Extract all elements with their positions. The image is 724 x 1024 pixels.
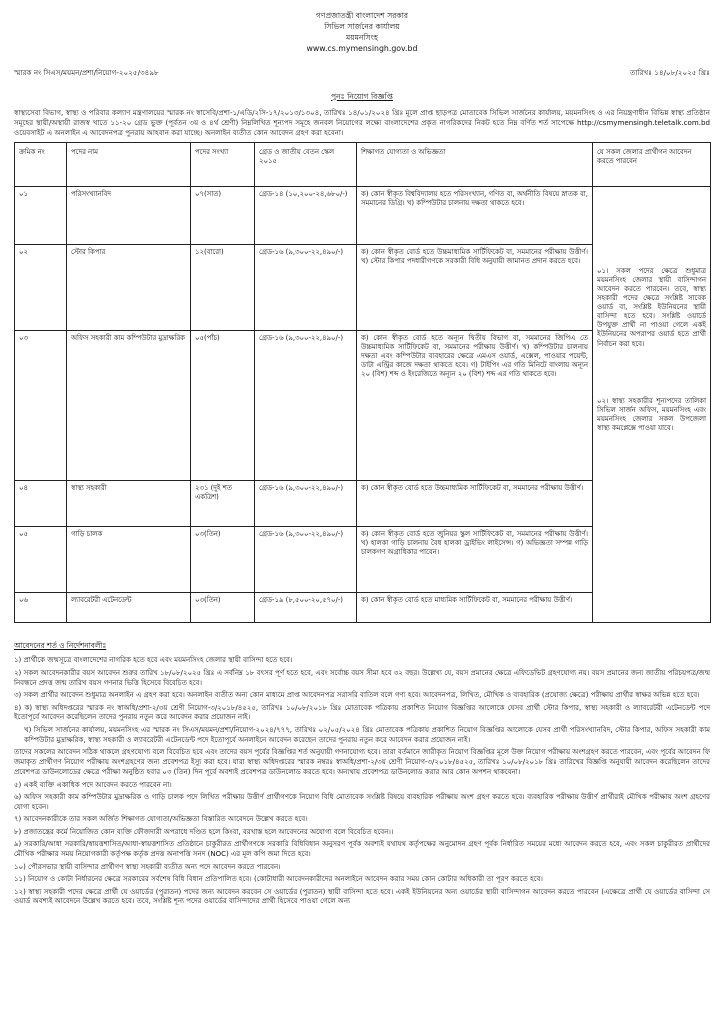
col-header-post: পদের নাম xyxy=(67,142,191,186)
row-serial: ০২ xyxy=(15,244,67,330)
intro-paragraph: স্বাস্থ্যসেবা বিভাগ, স্বাস্থ্য ও পরিবার কল্যাণ মন্ত্রণালয়ের স্মারক নং স্বাসেবি/প্রশা-১/এডি/২সি-১৭/২০১৩/১৩০৪, তারিখঃ ১৪/০১/২০২৪ খ্রিঃ মূলে প্রাপ্ত ছাড়পত্র মোতাবেক সিভিল সার্জনের কার্যালয়, ময়মনসিংহ ও এর নিয়ন্ত্রণাধীন বিভিন্ন স্বাস্থ্য প্রতিষ্ঠান সমূহের স্থায়ী/অস্থায়ী রাজস্ব খাতে ১১-২০ গ্রেড ভুক্ত (পূর্বতন ৩য় ও ৪র্থ শ্রেণী) নিম্নলিখিত শূন্যপদ সমূহে জনবল নিয়োগের লক্ষ্যে বাংলাদেশের প্রকৃত নাগরিকদের নিকট হতে নিম্ন বর্ণিত শর্ত সাপেক্ষে http://csmymensingh.teletalk.com.bd ওয়েবসাইট এ অনলাইন এ আবেদনপত্র পুনরায় আহবান করা যাচ্ছে। অনলাইন ব্যতীত কোন আবেদন গ্রহণ করা হবেনা। xyxy=(14,107,710,138)
row-post: অফিস সহকারী কাম কম্পিউটার মুদ্রাক্ষরিক xyxy=(67,330,191,480)
row-qualification: ক) কোন স্বীকৃত বোর্ড হতে অন্যূন দ্বিতীয় বিভাগ বা, সমমানের জিপিএ তে উচ্চমাধ্যমিক সার্টিফিকেট বা, সমমানের পরীক্ষায় উত্তীর্ণ। খ) কম্পিউটার চালনায় দক্ষতা এবং কম্পিউটার ব্যবহারের ক্ষেত্রে এমএস ওয়ার্ড, এক্সেল, পাওয়ার পয়েন্ট, ডাটা এন্ট্রির কাজে দক্ষতা থাকতে হবে। গ) টাইপিং এর গতি মিনিটে বাংলায় অন্যূন ২০ (বিশ) শব্দ ও ইংরেজিতে অন্যূন ২০ (বিশ) শব্দ এর গতি থাকতে হবে। xyxy=(357,330,593,480)
row-serial: ০৪ xyxy=(15,480,67,526)
row-grade: গ্রেড-১৬ (৯,৩০০-২২,৪৯০/-) xyxy=(255,244,357,330)
condition-item: খ) সিভিল সার্জনের কার্যালয়, ময়মনসিংহ এর স্মারক নং সিএস/ময়মন/প্রশা/নিয়োগ-২০২৪/৭৭৭, তারিখঃ ০২/০৫/২০২৪ খ্রিঃ মোতাবেক পত্রিকায় প্রকাশিত নিয়োগ বিজ্ঞপ্তির আলোকে যেসব প্রার্থী পরিসংখ্যানবিদ, স্টোর কিপার, অফিস সহকারী কাম কম্পিউটার মুদ্রাক্ষরিক, স্বাস্থ্য সহকারী ও ল্যাবরেটরী এটেনডেন্ট পদে ইতোপূর্বে অনলাইনে আবেদন করেছেন তাদের পুনরায় নতুন করে আবেদন করার প্রয়োজন নাই। xyxy=(24,725,710,744)
row-serial: ০৬ xyxy=(15,592,67,622)
row-count: ০৩(তিন) xyxy=(191,592,255,622)
row-qualification: ক) কোন স্বীকৃত বিশ্ববিদ্যালয় হতে পরিসংখ্যান, গণিত বা, অর্থনীতি বিষয়ে স্নাতক বা, সমমানের ডিগ্রি। খ) কম্পিউটার চালনায় দক্ষতা থাকতে হবে। xyxy=(357,186,593,244)
district-note-1: ০১। সকল পদের ক্ষেত্রে শুধুমাত্র ময়মনসিংহ জেলার স্থায়ী বাসিন্দাগন আবেদন করতে পারবেন। তবে, স্বাস্থ্য সহকারী পদের ক্ষেত্রে সংশ্লিষ্ট সাবেক ওয়ার্ড বা, সংশ্লিষ্ট ইউনিয়নের স্থায়ী বাসিন্দা হতে হবে। সংশ্লিষ্ট ওয়ার্ডে উপযুক্ত প্রার্থী না পাওয়া গেলে একই ইউনিয়নের অপরাপর ওয়ার্ড হতে প্রার্থী নির্বাচন করা হবে। xyxy=(597,266,706,348)
row-post: ল্যাবরেটরী এটেনডেন্ট xyxy=(67,592,191,622)
row-count: ০৫(পাঁচ) xyxy=(191,330,255,480)
col-header-qualification: শিক্ষাগত যোগ্যতা ও অভিজ্ঞতা xyxy=(357,142,593,186)
table-header-row xyxy=(15,142,711,186)
condition-item: ১২) স্বাস্থ্য সহকারী পদের ক্ষেত্রে প্রার্থী যে ওয়ার্ডের (পুরাতন) পদের জন্য আবেদন করবেন সে ওয়ার্ডের (পুরাতন) স্থায়ী বাসিন্দা হতে হবে। একই ইউনিয়নের অন্য ওয়ার্ডের স্থায়ী বাসিন্দাগন আবেদন করতে পারবেন (এক্ষেত্রে প্রার্থী যে ওয়ার্ডের বাসিন্দা সে ওয়ার্ড অবশ্যই আবেদনে উল্লেখ করতে হবে। তবে, সংশ্লিষ্ট শূন্য পদের ওয়ার্ডের বাসিন্দাদের প্রার্থী হিসেবে পাওয়া গেলে অন্য xyxy=(14,887,710,906)
notice-title: পুনঃ নিয়োগ বিজ্ঞপ্তি xyxy=(330,91,394,101)
row-post: পরিসংখ্যানবিদ xyxy=(67,186,191,244)
col-header-district: যে সকল জেলার প্রার্থীগন আবেদন করতে পারবেন xyxy=(593,142,711,186)
conditions-list xyxy=(14,656,710,907)
govt-title: গণপ্রজাতন্ত্রী বাংলাদেশ সরকার xyxy=(315,11,409,20)
memo-reference: স্মারক নং সিএস/ময়মন/প্রশা/নিয়োগ-২০২৫/৩৪৯৮ xyxy=(14,68,159,78)
district-note-2: ০২। স্বাস্থ্য সহকারীর শূন্যপদের তালিকা সিভিল সার্জন অফিস, ময়মনসিংহ এবং ময়মনসিংহ জেলার সকল উপজেলা স্বাস্থ্য কমপ্লেক্সে পাওয়া যাবে। xyxy=(597,396,706,432)
table-row xyxy=(15,186,711,244)
condition-item: ১০) পৌরসভার স্থায়ী বাসিন্দার প্রার্থীগণ স্বাস্থ্য সহকারী ব্যতীত অন্য পদে আবেদন করতে পারবেন। xyxy=(14,862,281,871)
row-serial: ০১ xyxy=(15,186,67,244)
district-eligibility-cell xyxy=(593,186,711,622)
col-header-grade: গ্রেড ও জাতীয় বেতন স্কেল ২০১৫ xyxy=(255,142,357,186)
row-grade: গ্রেড-১৬ (৯,৩০০-২২,৪৯০/-) xyxy=(255,526,357,592)
memo-date: তারিখঃ ১৪/০৮/২০২৫ খ্রিঃ xyxy=(629,68,710,78)
condition-item: তাদের সকলের আবেদন সঠিক থাকলে গ্রহণযোগ্য বলে বিবেচিত হবে এবং তাদের বয়স পূর্বের বিজ্ঞপ্তির শর্ত অনুযায়ী গণনাযোগ্য হবে। তারা বর্তমানে জারীকৃত নিয়োগ বিজ্ঞপ্তির মূলে উক্ত নিয়োগ পরীক্ষায় অংশগ্রহণ করতে পারবেন, এবং পূর্বের আবেদন ফি জমাকৃত প্রার্থীগণ নিয়োগ পরীক্ষায় অংশগ্রহণের জন্য প্রবেশপত্র ইস্যু করা হবে। যারা স্বাস্থ্য অধিদপ্তরের স্মারক নম্বরঃ স্বাঅধি/প্রশা-২/৩য় শ্রেণী নিয়োগ-৩/২০১৮/৪৫২৫, তারিখঃ ১০/০৮/২০১৮ খ্রিঃ তারিখের বিজ্ঞপ্তি অনুযায়ী আবেদন করেছিলেন তাদের প্রবেশপত্র ডাউনলোডের ক্ষেত্রে পরীক্ষা অনুষ্ঠিত হবার ০৩ (তিন) দিন পূর্বে অবশ্যই প্রবেশপত্র ডাউনলোড করতে হবে। অন্যথায় প্রবেশপত্র ডাউনলোড করার আর কোন অপশন থাকবেনা। xyxy=(14,748,710,777)
letterhead xyxy=(14,10,710,54)
row-grade: গ্রেড-১৬ (৯,৩০০-২২,৪৯০/-) xyxy=(255,330,357,480)
condition-item: ৫) একই ব্যক্তি একাধিক পদে আবেদন করতে পারবেন না। xyxy=(14,780,172,789)
row-post: গাড়ি চালক xyxy=(67,526,191,592)
row-count: ১২(বারো) xyxy=(191,244,255,330)
condition-item: ১) প্রার্থীকে জন্মসূত্রে বাংলাদেশের নাগরিক হতে হবে এবং ময়মনসিংহ জেলার স্থায়ী বাসিন্দা হতে হবে। xyxy=(14,656,293,665)
office-location: ময়মনসিংহ xyxy=(346,33,378,42)
memo-row xyxy=(14,68,710,78)
conditions-title: আবেদনের শর্ত ও নির্দেশনাবলীঃ xyxy=(14,640,107,650)
row-post: স্বাস্থ্য সহকারী xyxy=(67,480,191,526)
row-qualification: ক) কোন স্বীকৃত বোর্ড হতে জুনিয়র স্কুল সার্টিফিকেট বা, সমমানের পরীক্ষায় উত্তীর্ণ। খ) হালকা গাড়ি চালনায় বৈধ হালকা ড্রাইভিং লাইসেন্স। গ) অভিজ্ঞতা সম্পন্ন গাড়ি চালকগণ অগ্রাধিকার পাবেন। xyxy=(357,526,593,592)
row-serial: ০৫ xyxy=(15,526,67,592)
row-serial: ০৩ xyxy=(15,330,67,480)
row-count: ২৩১ (দুই শত একত্রিশ) xyxy=(191,480,255,526)
condition-item: ৮) প্রজাতন্ত্রের কর্মে নিয়োজিত কোন ব্যক্তি ফৌজদারী অপরাধে দণ্ডিত হলে কিংবা, বরখাস্ত হলে আবেদনের অযোগ্য বলে বিবেচিত হবেন।। xyxy=(14,827,394,836)
office-website[interactable]: www.cs.mymensingh.gov.bd xyxy=(306,44,418,53)
notice-page xyxy=(14,10,710,910)
condition-item: ১১) নিয়োগ ও কোটা নির্ধারনের ক্ষেত্রে সরকারের সর্বশেষ বিধি বিধান প্রতিপালিত হবে। (কোটাধারী আবেদনকারীদের অনলাইনে আবেদন করার সময় কোন কোটার অধিকারী তা পূরণ করতে হবে। xyxy=(14,875,543,884)
row-count: ০৭(সাত) xyxy=(191,186,255,244)
col-header-count: পদের সংখ্যা xyxy=(191,142,255,186)
condition-item: ২) সকল আবেদনকারীর বয়স আবেদন শুরুর তারিখ ১৮/০৮/২০২৫ খ্রিঃ এ সর্বনিম্ন ১৮ বৎসর পূর্ণ হতে হবে, এবং সর্বোচ্চ বয়স সীমা হবে ৩২ বছর। উল্লেখ্য যে, বয়স প্রমানের ক্ষেত্রে এফিডেভিট গ্রহণযোগ্য নয়। বয়স প্রমানের জন্য জাতীয় পরিচয়পত্র/জন্ম নিবন্ধনে প্রদত্ত জন্ম তারিখ বয়স গণনার ভিত্তি হিসেবে বিবেচিত হবে। xyxy=(14,668,710,687)
condition-item: ৭) আবেদনকারীকে তার সকল অর্জিত শিক্ষাগত যোগ্যতা/অভিজ্ঞতা বিস্তারিত আবেদনে উল্লেখ করতে হবে। xyxy=(14,815,308,824)
office-name: সিভিল সার্জনের কার্যালয় xyxy=(324,22,400,31)
row-qualification: ক) কোন স্বীকৃত বোর্ড হতে উচ্চমাধ্যমিক সার্টিফিকেট বা, সমমানের পরীক্ষায় উত্তীর্ণ। xyxy=(357,480,593,526)
condition-item: ৩) সকল প্রার্থীর আবেদন শুধুমাত্র অনলাইন এ গ্রহণ করা হবে। অনলাইন ব্যতীত অন্য কোন মাধ্যমে প্রাপ্ত আবেদনপত্র সরাসরি বাতিল বলে গণ্য হবে। আবেদনপত্র, লিখিত, মৌখিক ও ব্যবহারিক (প্রযোজ্য ক্ষেত্রে) পরীক্ষায় প্রার্থীর স্বাক্ষর অভিন্ন হতে হবে। xyxy=(14,691,700,700)
row-count: ০৩(তিন) xyxy=(191,526,255,592)
condition-item: ৯) সরকারি/আধা সরকারি/স্বায়ত্তশাসিত/আধা-স্বায়ত্তশাসিত প্রতিষ্ঠানে চাকুরীরত প্রার্থীগণকে সরকারি বিধিবিধান অনুসরণ পূর্বক অবশ্যই যথাযথ কর্তৃপক্ষের অনুমোদন গ্রহণ পূর্বক নির্ধারিত সময়ের মধ্যে আবেদন করতে হবে, এবং সকল চাকুরীরত প্রার্থীদের মৌখিক পরীক্ষার সময় নিয়োগকারী কর্তৃপক্ষ কর্তৃক প্রদত্ত অনাপত্তি সনদ (NOC) এর মূল কপি জমা দিতে হবে। xyxy=(14,840,710,859)
row-grade: গ্রেড-১৬ (৯,৩০০-২২,৪৯০/-) xyxy=(255,480,357,526)
row-grade: গ্রেড-১৯ (৮,৫০০-২০,৫৭০/-) xyxy=(255,592,357,622)
row-qualification: ক) কোন স্বীকৃত বোর্ড হতে উচ্চমাধ্যমিক সার্টিফিকেট বা, সমমানের পরীক্ষায় উত্তীর্ণ। খ) স্টোর কিপার পদধারীগণকে সরকারী বিধি অনুযায়ী জামানত প্রদান করতে হবে। xyxy=(357,244,593,330)
col-header-serial: ক্রমিক নং xyxy=(15,142,67,186)
row-post: স্টোর কিপার xyxy=(67,244,191,330)
row-qualification: ক) কোন স্বীকৃত বোর্ড হতে মাধ্যমিক সার্টিফিকেট বা, সমমানের পরীক্ষায় উত্তীর্ণ। xyxy=(357,592,593,622)
row-grade: গ্রেড-১৪ (১০,২০০-২৪,৬৮০/-) xyxy=(255,186,357,244)
vacancy-table xyxy=(14,142,711,623)
condition-item: ৬) অফিস সহকারী কাম কম্পিউটার মুদ্রাক্ষরিক ও গাড়ি চালক পদে লিখিত পরীক্ষায় উত্তীর্ণ প্রার্থীগণকে নিয়োগ বিধি মোতাবেক সংশ্লিষ্ট বিষয়ে ব্যবহারিক পরীক্ষায় অংশ গ্রহণ করতে হবে। ব্যবহারিক পরীক্ষায় উত্তীর্ণ প্রার্থীরাই মৌখিক পরীক্ষায় অংশ গ্রহণের যোগ্য হবেন। xyxy=(14,793,710,811)
condition-item: ৪) ক) স্বাস্থ্য অধিদপ্তরের স্মারক নং স্বাঅধি/প্রশা-২/৩য় শ্রেণী নিয়োগ-৩/২০১৮/৪৫২৫, তারিখঃ ১০/০৮/২০১৮ খ্রিঃ মোতাবেক পত্রিকায় প্রকাশিত নিয়োগ বিজ্ঞপ্তির আলোকে যেসব প্রার্থী স্টোর কিপার, স্বাস্থ্য সহকারী ও ল্যাবরেটরী এটেনডেন্ট পদে ইতোপূর্বে আবেদন করেছিলেন তাদের পুনরায় নতুন করে আবেদন করার প্রয়োজন নাই। xyxy=(14,703,710,722)
